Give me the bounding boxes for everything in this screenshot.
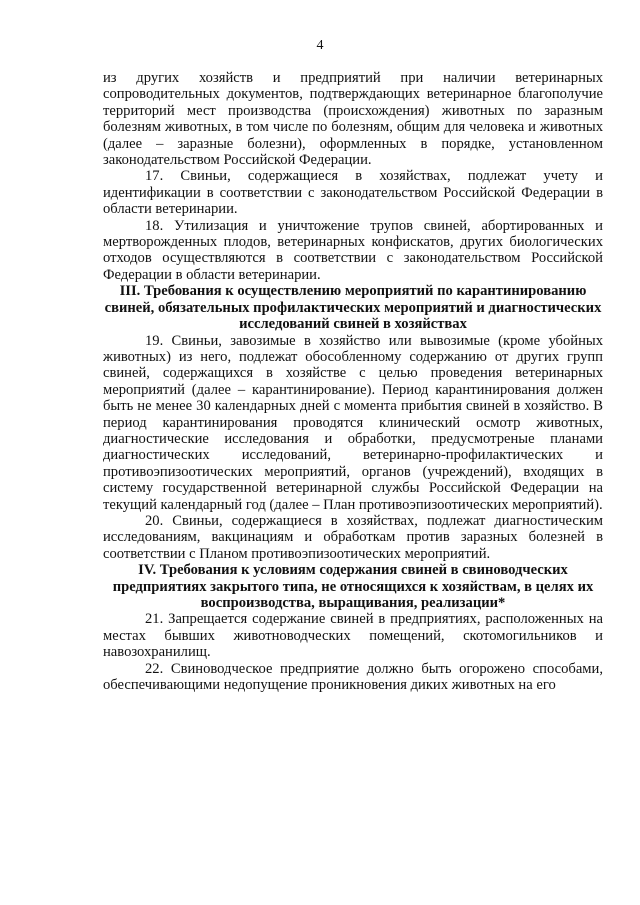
section-4-heading: IV. Требования к условиям содержания свиней в свиноводческих предприятиях закрытого типа, не относящихся к хозяйствам, в целях их воспроизводства, выращивания, реализации* (112, 562, 594, 611)
paragraph-22: 22. Свиноводческое предприятие должно быть огорожено способами, обеспечивающими недопущение проникновения диких животных на его (103, 660, 603, 694)
paragraph-17: 17. Свиньи, содержащиеся в хозяйствах, подлежат учету и идентификации в соответствии с законодательством Российской Федерации в области ветеринарии. (103, 168, 603, 218)
paragraph-continuation: из других хозяйств и предприятий при наличии ветеринарных сопроводительных документов, подтверждающих ветеринарное благополучие территорий мест производства (происхождения) животных по заразным болезням животных, в том числе по болезням, общим для человека и животных (далее – заразные болезни), оформленных в порядке, установленном законодательством Российской Федерации. (103, 70, 603, 169)
paragraph-19: 19. Свиньи, завозимые в хозяйство или вывозимые (кроме убойных животных) из него, подлежат обособленному содержанию от других групп свиней, содержащихся в хозяйстве с целью проведения ветеринарных мероприятий (далее – карантинирование). Период карантинирования должен быть не менее 30 календарных дней с момента прибытия свиней в хозяйство. В период карантинирования проводятся клинический осмотр животных, диагностические исследования и обработки, предусмотреные планами диагностических исследований, ветеринарно-профилактических и противоэпизоотических мероприятий, органов (учреждений), входящих в систему государственной ветеринарной службы Российской Федерации на текущий календарный год (далее – План противоэпизоотических мероприятий). (103, 332, 603, 513)
section-3-heading: III. Требования к осуществлению мероприятий по карантинированию свиней, обязательных профилактических мероприятий и диагностических исследований свиней в хозяйствах (104, 283, 602, 333)
paragraph-18: 18. Утилизация и уничтожение трупов свиней, абортированных и мертворожденных плодов, ветеринарных конфискатов, других биологических отходов осуществляются в соответствии с законодательством Российской Федерации в области ветеринарии. (103, 217, 603, 283)
paragraph-21: 21. Запрещается содержание свиней в предприятиях, расположенных на местах бывших животноводческих помещений, скотомогильников и навозохранилищ. (103, 611, 603, 661)
paragraph-20: 20. Свиньи, содержащиеся в хозяйствах, подлежат диагностическим исследованиям, вакцинациям и обработкам против заразных болезней в соответствии с Планом противоэпизоотических мероприятий. (103, 512, 603, 562)
page-number: 4 (316, 38, 324, 53)
document-body (103, 70, 603, 693)
